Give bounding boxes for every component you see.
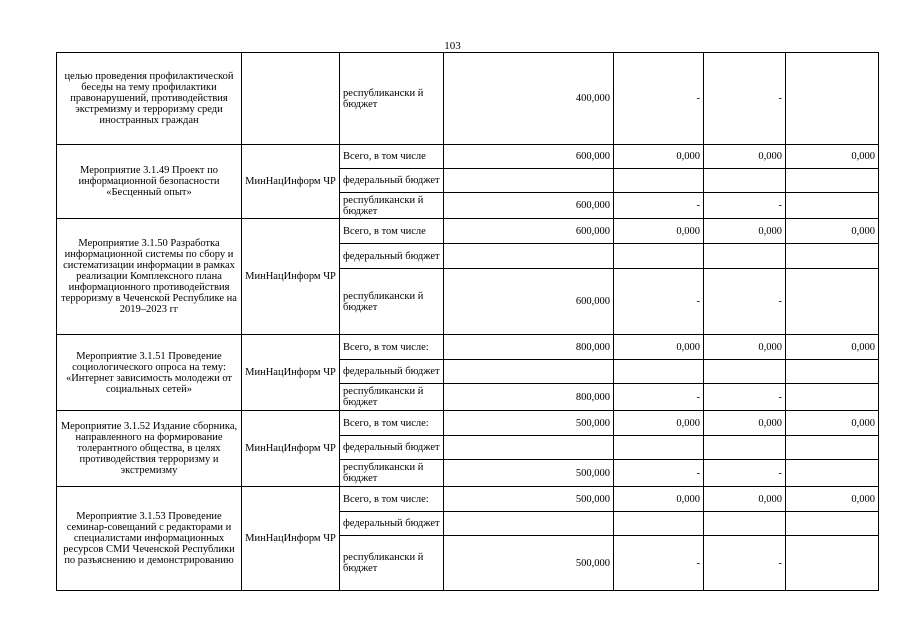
measure-name: Мероприятие 3.1.52 Издание сборника, направленного на формирование толерантного общества, в целях противодействия терроризму и экстремизму — [57, 411, 242, 487]
table-row — [57, 411, 879, 436]
total-value: 600,000 — [444, 145, 614, 169]
funding-source: Всего, в том числе: — [340, 411, 444, 436]
total-value — [444, 512, 614, 536]
table-row — [57, 487, 879, 512]
total-value: 500,000 — [444, 460, 614, 487]
budget-table — [56, 52, 879, 591]
year2-value: 0,000 — [704, 487, 786, 512]
funding-source: федеральный бюджет — [340, 360, 444, 384]
year1-value — [614, 360, 704, 384]
year3-value — [786, 269, 879, 335]
year1-value: - — [614, 536, 704, 591]
funding-source: федеральный бюджет — [340, 436, 444, 460]
funding-source: республикански й бюджет — [340, 460, 444, 487]
year1-value: - — [614, 53, 704, 145]
measure-name: Мероприятие 3.1.49 Проект по информационной безопасности «Бесценный опыт» — [57, 145, 242, 219]
year2-value: - — [704, 193, 786, 219]
year2-value: 0,000 — [704, 219, 786, 244]
total-value: 600,000 — [444, 269, 614, 335]
year3-value — [786, 436, 879, 460]
funding-source: Всего, в том числе — [340, 145, 444, 169]
measure-name: Мероприятие 3.1.50 Разработка информационной системы по сбору и систематизации информации в рамках реализации Комплексного плана информационного противодействия терроризму в Чеченской Республике на 2019–2023 гг — [57, 219, 242, 335]
funding-source: республикански й бюджет — [340, 384, 444, 411]
year3-value — [786, 169, 879, 193]
funding-source: федеральный бюджет — [340, 244, 444, 269]
year3-value: 0,000 — [786, 219, 879, 244]
year1-value — [614, 169, 704, 193]
year3-value — [786, 244, 879, 269]
year1-value: 0,000 — [614, 335, 704, 360]
total-value — [444, 360, 614, 384]
measure-name: Мероприятие 3.1.53 Проведение семинар-совещаний с редакторами и специалистами информационных ресурсов СМИ Чеченской Республики по разъяснению и демонстрированию — [57, 487, 242, 591]
funding-source: республикански й бюджет — [340, 269, 444, 335]
year2-value: 0,000 — [704, 411, 786, 436]
year3-value — [786, 384, 879, 411]
executor: МинНацИнформ ЧР — [242, 487, 340, 591]
year3-value: 0,000 — [786, 145, 879, 169]
year3-value — [786, 460, 879, 487]
funding-source: Всего, в том числе: — [340, 487, 444, 512]
total-value: 500,000 — [444, 487, 614, 512]
executor: МинНацИнформ ЧР — [242, 219, 340, 335]
year3-value: 0,000 — [786, 335, 879, 360]
measure-name: целью проведения профилактической беседы на тему профилактики правонарушений, противодействия экстремизму и терроризму среди иностранных граждан — [57, 53, 242, 145]
table-row — [57, 53, 879, 145]
funding-source: федеральный бюджет — [340, 512, 444, 536]
funding-source: Всего, в том числе — [340, 219, 444, 244]
table-row — [57, 335, 879, 360]
year1-value: 0,000 — [614, 219, 704, 244]
executor: МинНацИнформ ЧР — [242, 145, 340, 219]
year2-value: - — [704, 53, 786, 145]
year1-value: 0,000 — [614, 411, 704, 436]
total-value: 800,000 — [444, 384, 614, 411]
year2-value: 0,000 — [704, 335, 786, 360]
year2-value — [704, 512, 786, 536]
total-value: 600,000 — [444, 193, 614, 219]
funding-source: Всего, в том числе: — [340, 335, 444, 360]
total-value — [444, 436, 614, 460]
table-row — [57, 219, 879, 244]
year1-value: - — [614, 269, 704, 335]
year3-value: 0,000 — [786, 411, 879, 436]
year3-value — [786, 53, 879, 145]
executor: МинНацИнформ ЧР — [242, 335, 340, 411]
year2-value — [704, 169, 786, 193]
funding-source: федеральный бюджет — [340, 169, 444, 193]
year2-value — [704, 244, 786, 269]
year3-value — [786, 512, 879, 536]
total-value: 500,000 — [444, 536, 614, 591]
total-value: 400,000 — [444, 53, 614, 145]
executor — [242, 53, 340, 145]
year1-value: 0,000 — [614, 487, 704, 512]
year2-value: - — [704, 384, 786, 411]
year3-value — [786, 193, 879, 219]
year1-value: - — [614, 384, 704, 411]
year2-value — [704, 436, 786, 460]
year1-value: - — [614, 460, 704, 487]
total-value: 500,000 — [444, 411, 614, 436]
year1-value — [614, 436, 704, 460]
year2-value: - — [704, 460, 786, 487]
year2-value — [704, 360, 786, 384]
year3-value: 0,000 — [786, 487, 879, 512]
year2-value: - — [704, 269, 786, 335]
funding-source: республикански й бюджет — [340, 193, 444, 219]
funding-source: республикански й бюджет — [340, 53, 444, 145]
year1-value — [614, 244, 704, 269]
executor: МинНацИнформ ЧР — [242, 411, 340, 487]
year1-value — [614, 512, 704, 536]
year1-value: 0,000 — [614, 145, 704, 169]
year3-value — [786, 360, 879, 384]
year2-value: - — [704, 536, 786, 591]
total-value: 600,000 — [444, 219, 614, 244]
total-value — [444, 244, 614, 269]
year2-value: 0,000 — [704, 145, 786, 169]
table-row — [57, 145, 879, 169]
page-number: 103 — [444, 40, 461, 52]
year3-value — [786, 536, 879, 591]
total-value: 800,000 — [444, 335, 614, 360]
funding-source: республикански й бюджет — [340, 536, 444, 591]
total-value — [444, 169, 614, 193]
year1-value: - — [614, 193, 704, 219]
measure-name: Мероприятие 3.1.51 Проведение социологического опроса на тему: «Интернет зависимость молодежи от социальных сетей» — [57, 335, 242, 411]
